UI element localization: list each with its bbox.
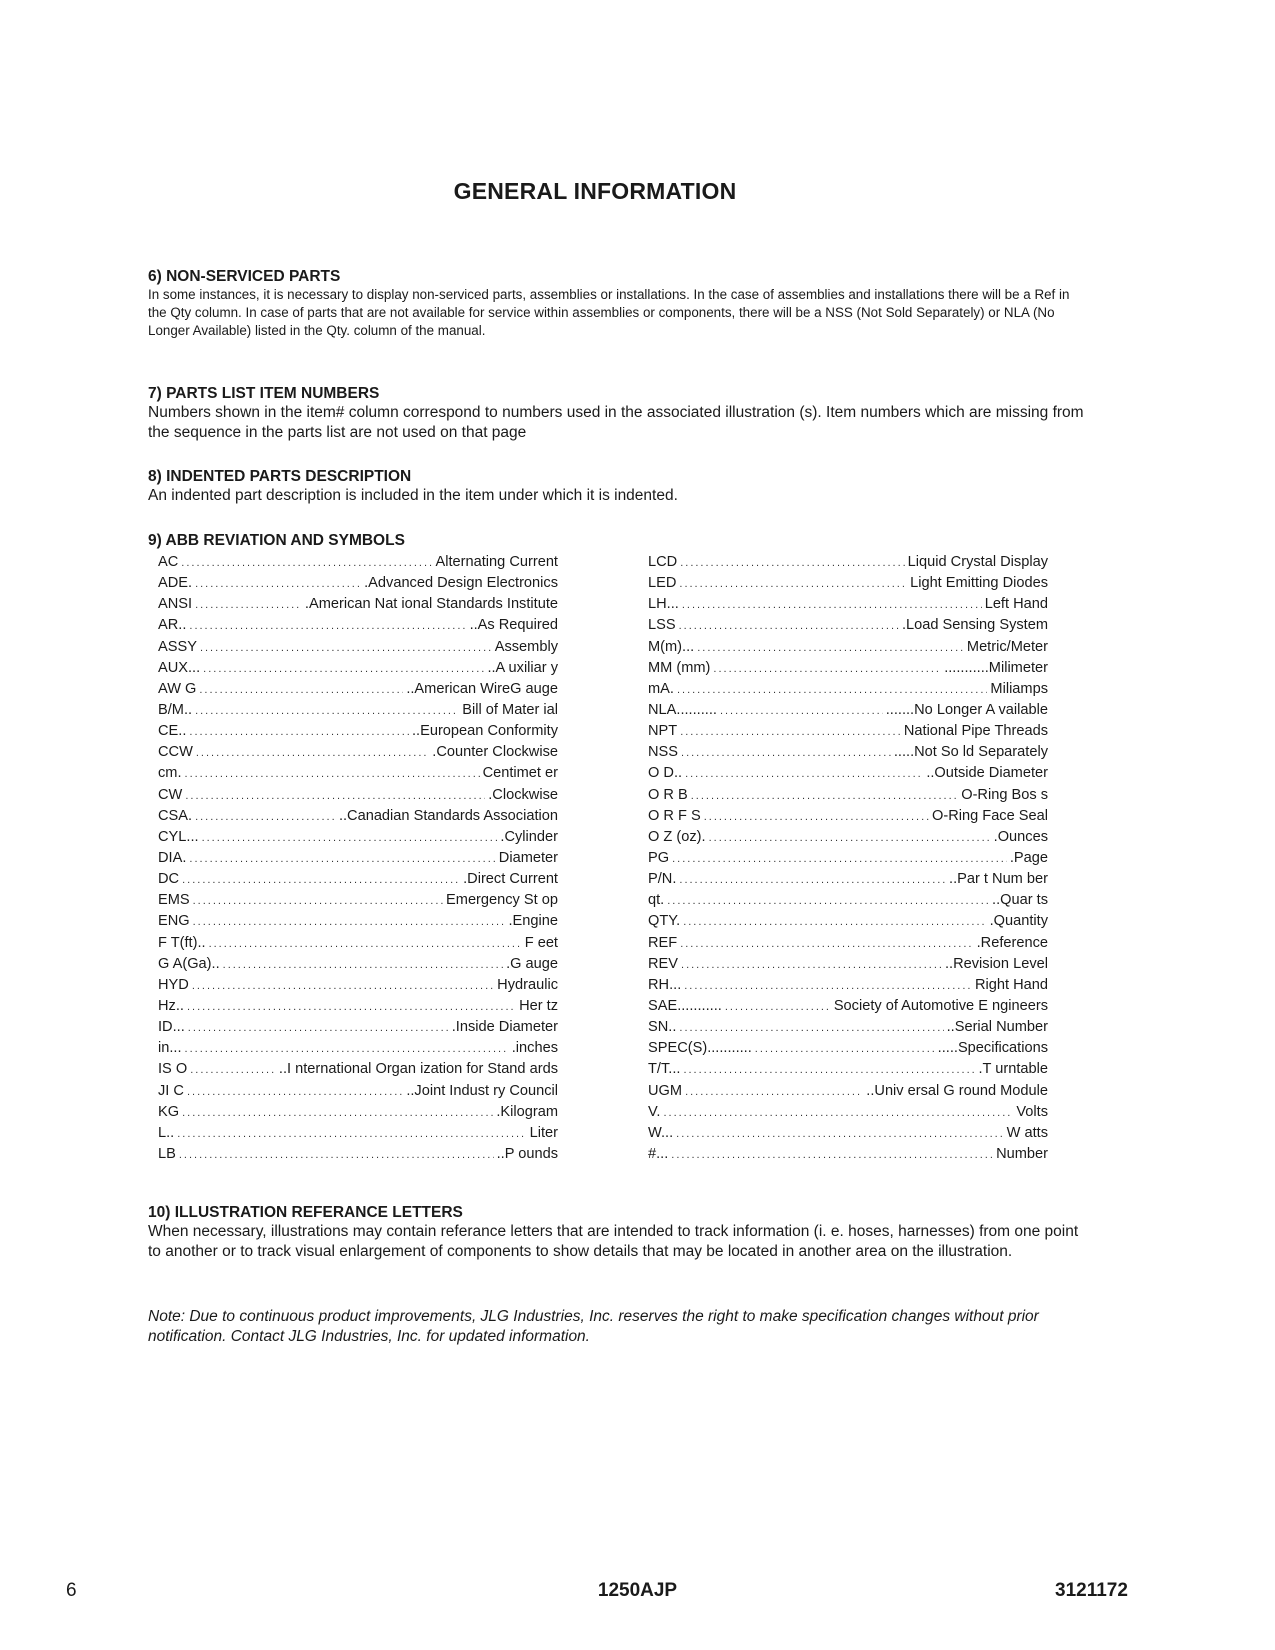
- abbreviation-meaning: .Inside Diameter: [451, 1019, 558, 1036]
- abbreviation-row: [158, 639, 558, 660]
- section-heading: 8) INDENTED PARTS DESCRIPTION: [148, 468, 412, 485]
- dot-leader: [190, 1061, 276, 1077]
- abbreviation-meaning: F eet: [524, 934, 558, 951]
- abbreviation-meaning: .Direct Current: [463, 871, 558, 888]
- abbreviation-meaning: Bill of Mater ial: [462, 701, 558, 718]
- abbreviation-meaning: .....Specifications: [937, 1040, 1048, 1057]
- abbreviation-code: W...: [648, 1124, 674, 1141]
- abbreviation-meaning: .Kilogram: [496, 1103, 558, 1120]
- dot-leader: [676, 1125, 1004, 1141]
- abbreviation-code: SPEC(S)...........: [648, 1040, 752, 1057]
- dot-leader: [680, 935, 973, 951]
- abbreviation-row: [158, 1019, 558, 1040]
- abbreviation-row: [158, 1040, 558, 1061]
- dot-leader: [185, 1040, 509, 1056]
- abbreviation-meaning: .....Not So ld Separately: [893, 744, 1048, 761]
- abbreviation-code: IS O: [158, 1061, 188, 1078]
- abbreviation-code: REF: [648, 934, 678, 951]
- abbreviation-row: [158, 1104, 558, 1125]
- dot-leader: [195, 702, 459, 718]
- abbreviation-meaning: .Counter Clockwise: [432, 744, 558, 761]
- abbreviation-row: [158, 829, 558, 850]
- section-illustration-reference-letters: [148, 1204, 1088, 1262]
- dot-leader: [679, 575, 907, 591]
- abbreviation-code: CE..: [158, 723, 187, 740]
- abbreviation-code: ASSY: [158, 638, 197, 655]
- dot-leader: [189, 723, 409, 739]
- abbreviation-row: [648, 639, 1048, 660]
- abbreviation-row: [648, 723, 1048, 744]
- abbreviation-row: [158, 892, 558, 913]
- abbreviation-meaning: ..P ounds: [496, 1145, 558, 1162]
- abbreviation-meaning: O-Ring Face Seal: [932, 807, 1048, 824]
- abbreviation-row: [158, 681, 558, 702]
- abbreviation-code: CCW: [158, 744, 193, 761]
- abbreviation-code: O Z (oz).: [648, 828, 706, 845]
- abbreviation-row: [648, 787, 1048, 808]
- abbreviation-row: [158, 617, 558, 638]
- dot-leader: [681, 956, 942, 972]
- abbreviation-row: [158, 808, 558, 829]
- dot-leader: [195, 575, 361, 591]
- abbreviation-code: JI C: [158, 1082, 184, 1099]
- abbreviation-meaning: .Quantity: [989, 913, 1048, 930]
- abbreviation-meaning: Assembly: [494, 638, 558, 655]
- abbreviation-row: [648, 1104, 1048, 1125]
- abbreviation-code: DIA.: [158, 849, 187, 866]
- abbreviation-code: ENG: [158, 913, 190, 930]
- section-body: In some instances, it is necessary to display non-serviced parts, assemblies or installations. In the case of assemblies and installations there will be a Ref in the Qty column. In case of parts that are not available for service within assemblies or components, there will be a NSS (Not Sold Separately) or NLA (No Longer Available) listed in the Qty. column of the manual.: [148, 287, 1070, 338]
- dot-leader: [685, 765, 923, 781]
- abbreviation-row: [648, 998, 1048, 1019]
- abbreviation-row: [158, 956, 558, 977]
- abbreviation-meaning: ..Quar ts: [992, 892, 1048, 909]
- abbreviation-code: NPT: [648, 723, 678, 740]
- abbreviation-code: MM (mm): [648, 659, 711, 676]
- abbreviation-meaning: ..American WireG auge: [406, 680, 558, 697]
- abbreviation-row: [158, 702, 558, 723]
- dot-leader: [182, 1104, 493, 1120]
- dot-leader: [200, 639, 492, 655]
- dot-leader: [223, 956, 503, 972]
- abbreviation-row: [158, 575, 558, 596]
- abbreviation-meaning: .inches: [511, 1040, 558, 1057]
- abbreviation-row: [648, 1040, 1048, 1061]
- abbreviation-row: [648, 829, 1048, 850]
- abbreviation-row: [158, 1083, 558, 1104]
- abbreviation-row: [648, 935, 1048, 956]
- abbreviation-row: [158, 977, 558, 998]
- dot-leader: [189, 617, 466, 633]
- dot-leader: [681, 744, 891, 760]
- dot-leader: [179, 1146, 494, 1162]
- abbreviation-code: LH...: [648, 596, 679, 613]
- abbreviation-code: RH...: [648, 976, 682, 993]
- dot-leader: [691, 787, 958, 803]
- abbreviation-code: qt.: [648, 892, 665, 909]
- abbreviation-meaning: ..A uxiliar y: [487, 659, 558, 676]
- dot-leader: [682, 596, 982, 612]
- abbreviation-row: [648, 1019, 1048, 1040]
- abbreviation-meaning: Centimet er: [482, 765, 558, 782]
- dot-leader: [187, 998, 516, 1014]
- abbreviation-code: in...: [158, 1040, 182, 1057]
- abbreviation-code: B/M..: [158, 701, 193, 718]
- abbreviation-code: G A(Ga)..: [158, 955, 220, 972]
- section-body: When necessary, illustrations may contain referance letters that are intended to track information (i. e. hoses, harnesses) from one point to another or to track visual enlargement of components to show details that may be located in another area on the illustration.: [148, 1223, 1079, 1260]
- abbreviation-row: [158, 744, 558, 765]
- abbreviation-meaning: .Load Sensing System: [901, 617, 1048, 634]
- dot-leader: [195, 808, 336, 824]
- abbreviation-meaning: National Pipe Threads: [903, 723, 1048, 740]
- abbreviation-meaning: Miliamps: [990, 680, 1048, 697]
- abbreviation-meaning: .T urntable: [978, 1061, 1048, 1078]
- dot-leader: [192, 977, 494, 993]
- dot-leader: [185, 765, 480, 781]
- dot-leader: [755, 1040, 935, 1056]
- dot-leader: [683, 913, 986, 929]
- abbreviation-code: PG: [648, 849, 670, 866]
- abbreviation-row: [648, 744, 1048, 765]
- abbreviation-code: HYD: [158, 976, 189, 993]
- abbreviation-row: [158, 660, 558, 681]
- abbreviation-meaning: .Advanced Design Electronics: [364, 575, 558, 592]
- dot-leader: [203, 660, 484, 676]
- abbreviation-code: EMS: [158, 892, 190, 909]
- document-number: 3121172: [1055, 1580, 1128, 1601]
- dot-leader: [709, 829, 991, 845]
- abbreviation-code: ANSI: [158, 596, 193, 613]
- section-abbreviations: [148, 532, 1088, 550]
- abbreviation-row: [648, 977, 1048, 998]
- abbreviation-code: F T(ft)..: [158, 934, 206, 951]
- section-heading: 6) NON-SERVICED PARTS: [148, 268, 341, 285]
- abbreviation-code: LCD: [648, 554, 678, 570]
- abbreviation-meaning: ..Univ ersal G round Module: [866, 1082, 1048, 1099]
- abbreviation-code: AUX...: [158, 659, 201, 676]
- abbreviation-code: NLA..........: [648, 701, 717, 718]
- abbreviation-list-left: [158, 554, 558, 1167]
- abbreviation-row: [648, 892, 1048, 913]
- abbreviation-code: #...: [648, 1145, 669, 1162]
- abbreviation-meaning: W atts: [1006, 1124, 1048, 1141]
- abbreviation-meaning: Her tz: [519, 997, 558, 1014]
- abbreviation-meaning: ..Serial Number: [946, 1019, 1048, 1036]
- abbreviation-meaning: O-Ring Bos s: [961, 786, 1048, 803]
- section-heading: 10) ILLUSTRATION REFERANCE LETTERS: [148, 1204, 463, 1221]
- abbreviation-meaning: ..As Required: [469, 617, 558, 634]
- abbreviation-code: V.: [648, 1103, 661, 1120]
- abbreviation-row: [158, 1061, 558, 1082]
- dot-leader: [199, 681, 403, 697]
- dot-leader: [177, 1125, 526, 1141]
- abbreviation-code: CSA.: [158, 807, 193, 824]
- dot-leader: [683, 1061, 975, 1077]
- abbreviation-row: [648, 660, 1048, 681]
- dot-leader: [684, 977, 972, 993]
- abbreviation-row: [158, 765, 558, 786]
- abbreviation-meaning: ..Canadian Standards Association: [338, 807, 558, 824]
- abbreviation-code: DC: [158, 871, 180, 888]
- dot-leader: [697, 639, 964, 655]
- abbreviation-row: [648, 1061, 1048, 1082]
- abbreviation-row: [648, 765, 1048, 786]
- dot-leader: [182, 871, 460, 887]
- abbreviation-row: [158, 596, 558, 617]
- abbreviation-meaning: ..European Conformity: [411, 723, 558, 740]
- abbreviation-row: [648, 596, 1048, 617]
- abbreviation-code: REV: [648, 955, 679, 972]
- abbreviation-code: SAE...........: [648, 997, 722, 1014]
- dot-leader: [677, 681, 987, 697]
- dot-leader: [181, 554, 432, 570]
- dot-leader: [671, 1146, 993, 1162]
- abbreviation-row: [158, 723, 558, 744]
- abbreviation-code: T/T...: [648, 1061, 681, 1078]
- dot-leader: [193, 913, 506, 929]
- abbreviation-meaning: .Reference: [976, 934, 1048, 951]
- page-title: GENERAL INFORMATION: [453, 178, 737, 204]
- abbreviation-row: [648, 913, 1048, 934]
- abbreviation-row: [158, 1125, 558, 1146]
- abbreviation-meaning: Liter: [529, 1124, 558, 1141]
- abbreviation-row: [648, 575, 1048, 596]
- abbreviation-list-right: [648, 554, 1048, 1167]
- abbreviation-meaning: ..Par t Num ber: [949, 871, 1048, 888]
- dot-leader: [195, 596, 302, 612]
- disclaimer-note: Note: Due to continuous product improvements, JLG Industries, Inc. reserves the right to make specification changes without prior notification. Contact JLG Industries, Inc. for updated information.: [148, 1308, 1039, 1345]
- section-heading: 9) ABB REVIATION AND SYMBOLS: [148, 532, 405, 549]
- abbreviation-meaning: Diameter: [498, 849, 558, 866]
- abbreviation-meaning: .Page: [1009, 849, 1048, 866]
- section-parts-list-item-numbers: [148, 385, 1088, 443]
- abbreviation-code: LED: [648, 575, 677, 592]
- abbreviation-code: CYL...: [158, 828, 199, 845]
- abbreviation-meaning: Left Hand: [984, 596, 1048, 613]
- abbreviation-meaning: Volts: [1016, 1103, 1048, 1120]
- abbreviation-row: [158, 1146, 558, 1167]
- section-heading: 7) PARTS LIST ITEM NUMBERS: [148, 385, 380, 402]
- abbreviation-row: [648, 850, 1048, 871]
- abbreviation-code: LB: [158, 1145, 176, 1162]
- abbreviation-meaning: ..Outside Diameter: [926, 765, 1048, 782]
- abbreviation-row: [648, 681, 1048, 702]
- abbreviation-code: ADE.: [158, 575, 193, 592]
- dot-leader: [685, 1083, 863, 1099]
- dot-leader: [672, 850, 1007, 866]
- section-non-serviced-parts: [148, 268, 1088, 340]
- abbreviation-row: [648, 1083, 1048, 1104]
- abbreviation-meaning: .......No Longer A vailable: [885, 701, 1048, 718]
- abbreviation-meaning: ..I nternational Organ ization for Stand ards: [278, 1061, 558, 1078]
- abbreviation-row: [648, 617, 1048, 638]
- abbreviation-code: QTY.: [648, 913, 681, 930]
- dot-leader: [713, 660, 941, 676]
- abbreviation-meaning: .Engine: [508, 913, 558, 930]
- dot-leader: [720, 702, 883, 718]
- abbreviation-row: [648, 1146, 1048, 1167]
- abbreviation-meaning: Alternating Current: [435, 554, 558, 570]
- dot-leader: [209, 935, 522, 951]
- abbreviation-row: [648, 956, 1048, 977]
- abbreviation-meaning: ...........Milimeter: [944, 659, 1048, 676]
- dot-leader: [188, 1019, 449, 1035]
- abbreviation-code: L..: [158, 1124, 175, 1141]
- abbreviation-row: [158, 787, 558, 808]
- abbreviation-meaning: Liquid Crystal Display: [907, 554, 1048, 570]
- model-number: 1250AJP: [597, 1580, 678, 1601]
- abbreviation-code: NSS: [648, 744, 679, 761]
- abbreviation-meaning: .Cylinder: [500, 828, 558, 845]
- abbreviation-meaning: Society of Automotive E ngineers: [833, 997, 1048, 1014]
- abbreviation-code: Hz..: [158, 997, 184, 1014]
- abbreviation-meaning: .G auge: [506, 955, 558, 972]
- abbreviation-code: O R F S: [648, 807, 701, 824]
- dot-leader: [725, 998, 831, 1014]
- section-indented-parts-description: [148, 468, 1088, 506]
- dot-leader: [202, 829, 498, 845]
- abbreviation-code: SN..: [648, 1019, 677, 1036]
- page-number: 6: [66, 1580, 77, 1601]
- abbreviation-code: AC: [158, 554, 179, 570]
- abbreviation-code: M(m)...: [648, 638, 695, 655]
- abbreviation-row: [158, 871, 558, 892]
- dot-leader: [187, 1083, 403, 1099]
- abbreviation-code: P/N.: [648, 871, 677, 888]
- abbreviation-code: KG: [158, 1103, 180, 1120]
- section-body: Numbers shown in the item# column correspond to numbers used in the associated illustration (s). Item numbers which are missing from the sequence in the parts list are not used on that page: [148, 404, 1084, 441]
- abbreviation-meaning: Right Hand: [974, 976, 1048, 993]
- dot-leader: [679, 617, 899, 633]
- dot-leader: [185, 787, 485, 803]
- dot-leader: [189, 850, 495, 866]
- dot-leader: [663, 1104, 1013, 1120]
- dot-leader: [680, 554, 904, 570]
- abbreviation-code: O D..: [648, 765, 683, 782]
- abbreviation-row: [648, 871, 1048, 892]
- abbreviation-meaning: Light Emitting Diodes: [910, 575, 1048, 592]
- abbreviation-code: LSS: [648, 617, 676, 634]
- abbreviation-meaning: Hydraulic: [497, 976, 558, 993]
- dot-leader: [196, 744, 429, 760]
- abbreviation-row: [158, 935, 558, 956]
- abbreviation-code: ID...: [158, 1019, 185, 1036]
- abbreviation-row: [648, 554, 1048, 575]
- abbreviation-code: O R B: [648, 786, 688, 803]
- abbreviation-code: cm.: [158, 765, 182, 782]
- abbreviation-code: mA.: [648, 680, 674, 697]
- dot-leader: [704, 808, 929, 824]
- dot-leader: [193, 892, 443, 908]
- section-body: An indented part description is included in the item under which it is indented.: [148, 487, 678, 504]
- abbreviation-meaning: .Clockwise: [488, 786, 558, 803]
- abbreviation-row: [648, 702, 1048, 723]
- abbreviation-row: [158, 850, 558, 871]
- abbreviation-meaning: .Ounces: [993, 828, 1048, 845]
- dot-leader: [679, 871, 946, 887]
- abbreviation-meaning: Number: [996, 1145, 1048, 1162]
- abbreviation-meaning: Metric/Meter: [966, 638, 1048, 655]
- abbreviation-meaning: ..Joint Indust ry Council: [406, 1082, 558, 1099]
- abbreviation-code: AW G: [158, 680, 197, 697]
- abbreviation-meaning: Emergency St op: [446, 892, 558, 909]
- abbreviation-meaning: .American Nat ional Standards Institute: [304, 596, 558, 613]
- abbreviation-row: [158, 913, 558, 934]
- abbreviation-meaning: ..Revision Level: [944, 955, 1048, 972]
- dot-leader: [667, 892, 989, 908]
- abbreviation-code: UGM: [648, 1082, 683, 1099]
- dot-leader: [679, 1019, 943, 1035]
- abbreviation-row: [648, 808, 1048, 829]
- abbreviation-row: [158, 554, 558, 575]
- abbreviation-code: AR..: [158, 617, 187, 634]
- abbreviation-row: [158, 998, 558, 1019]
- abbreviation-code: CW: [158, 786, 183, 803]
- dot-leader: [680, 723, 901, 739]
- abbreviation-row: [648, 1125, 1048, 1146]
